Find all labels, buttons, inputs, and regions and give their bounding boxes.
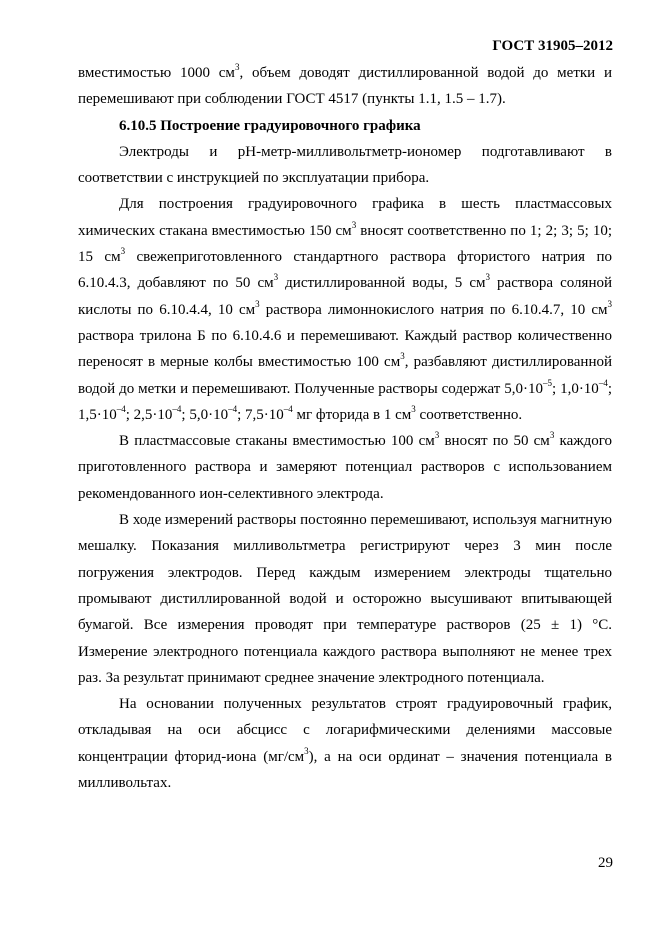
text-run: Для построения градуировочного графика в шесть пластмассовых химических стакана вместимостью 150 см [78, 196, 612, 239]
text-run: ), а на оси ординат – значения потенциала в милливольтах. [78, 748, 612, 792]
text-run: ; 1,0·10 [551, 380, 599, 397]
text-run: дистиллированной воды, 5 см [278, 275, 486, 292]
text-run: мг фторида в 1 см [292, 406, 412, 423]
superscript: 3 [607, 298, 612, 309]
superscript: –5 [542, 377, 552, 388]
superscript: –4 [598, 377, 608, 388]
paragraph-measurement-procedure [78, 507, 612, 691]
text-run: ; 7,5·10 [237, 406, 284, 423]
text-run: вносят по 50 см [439, 433, 550, 450]
superscript: 3 [549, 430, 555, 441]
superscript: 3 [273, 272, 279, 283]
superscript: –4 [116, 403, 126, 414]
text-run: раствора лимоннокислого натрия по 6.10.4.7, 10 см [259, 301, 608, 318]
text-run: соответственно. [415, 406, 523, 423]
document-body [78, 60, 612, 796]
superscript: 3 [400, 351, 405, 362]
paragraph-electrodes-preparation [78, 139, 612, 192]
text-run: раствора соляной кислоты по 6.10.4.4, 10 см [78, 275, 612, 318]
text-run: вместимостью 1000 см [78, 65, 235, 81]
text-run: , разбавляют дистиллированной водой до метки и перемешивают. Полученные растворы содержат 5,0·10 [78, 354, 612, 397]
text-run: вносят соответственно по 1; 2; 3; 5; 10; 15 см [78, 222, 612, 266]
text-run: ; 2,5·10 [125, 406, 173, 423]
superscript: 3 [411, 403, 416, 414]
paragraph-calibration-graph [78, 691, 612, 796]
superscript: 3 [434, 430, 440, 441]
text-run: каждого приготовленного раствора и замеряют потенциал растворов с использованием рекомендованного ион-селективного электрода. [78, 433, 612, 502]
text-run: ; 5,0·10 [181, 406, 229, 423]
text-run: В пластмассовые стаканы вместимостью 100 см [119, 433, 435, 450]
superscript: 3 [234, 62, 240, 72]
page-number: 29 [598, 855, 613, 871]
text-run: свежеприготовленного стандартного раствора фтористого натрия по 6.10.4.3, добавляют по 50 см [78, 249, 613, 292]
section-heading: 6.10.5 Построение градуировочного графика [119, 117, 421, 134]
superscript: –4 [172, 403, 182, 414]
document-code-header: ГОСТ 31905–2012 [492, 38, 613, 54]
text-run: Электроды и pH-метр-милливольтметр-иономер подготавливают в соответствии с инструкцией по эксплуатации прибора. [78, 143, 612, 187]
superscript: 3 [255, 298, 260, 309]
superscript: 3 [120, 246, 126, 257]
text-run: ; 1,5·10 [78, 380, 612, 423]
text-run: раствора трилона Б по 6.10.4.6 и перемешивают. Каждый раствор количественно переносят в мерные колбы вместимостью 100 см [78, 327, 612, 371]
paragraph-potential-measurement [78, 428, 612, 507]
text-run: В ходе измерений растворы постоянно перемешивают, используя магнитную мешалку. Показания милливольтметра регистрируют через 3 мин после погружения электродов. Перед каждым измерением электроды тщательно промывают дистиллированной водой и осторожно высушивают впитывающей бумагой. Все измерения проводят при температуре растворов (25 ± 1) °С. Измерение электродного потенциала каждого раствора выполняют не менее трех раз. За результат принимают среднее значение электродного потенциала. [78, 512, 612, 686]
paragraph-calibration-solutions [78, 191, 612, 428]
superscript: 3 [485, 272, 490, 283]
text-run: На основании полученных результатов строят градуировочный график, откладывая на оси абсцисс с логарифмическими делениями массовые концентрации фторид-иона (мг/см [78, 696, 612, 765]
superscript: –4 [283, 403, 293, 414]
text-run: , объем доводят дистиллированной водой до метки и перемешивают при соблюдении ГОСТ 4517 (пункты 1.1, 1.5 – 1.7). [78, 65, 612, 108]
superscript: 3 [304, 745, 309, 756]
superscript: 3 [351, 219, 357, 230]
superscript: –4 [228, 403, 238, 414]
paragraph-continuation [78, 60, 612, 113]
